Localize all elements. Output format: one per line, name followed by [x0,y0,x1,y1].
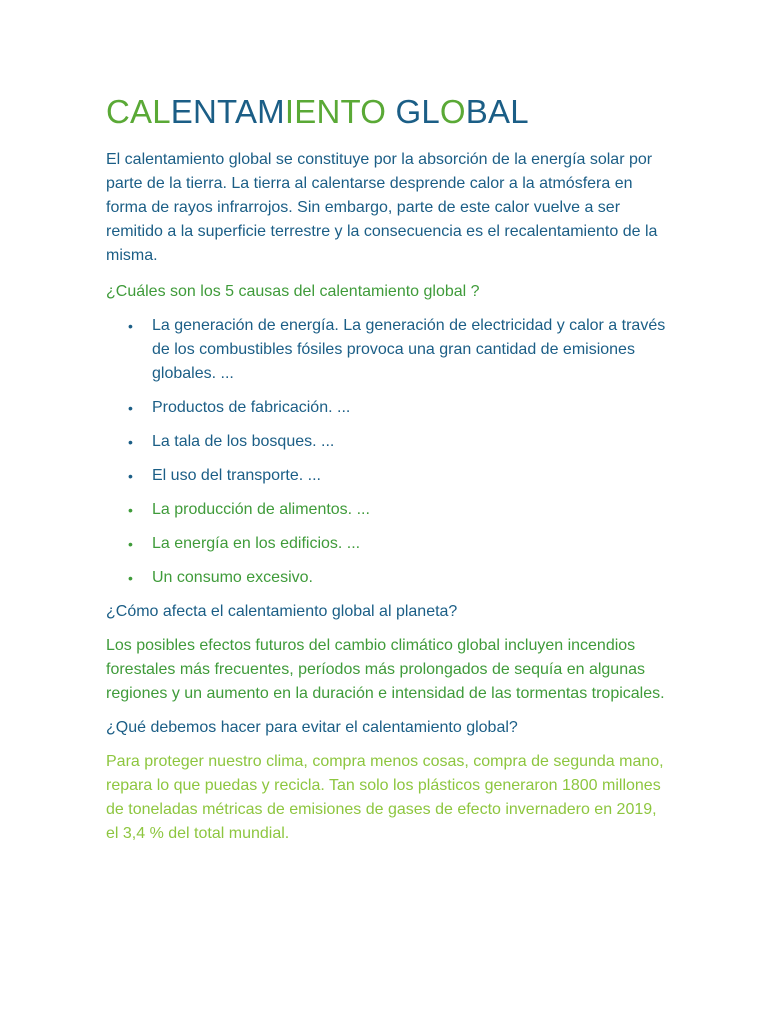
causes-heading: ¿Cuáles son los 5 causas del calentamiento global ? [106,283,480,300]
list-item [106,396,666,420]
bullet-icon: • [128,318,133,334]
bullet-icon: • [128,570,133,586]
title-segment: O [439,93,466,130]
list-item [106,566,666,590]
bullet-icon: • [128,536,133,552]
actions-heading: ¿Qué debemos hacer para evitar el calentamiento global? [106,719,518,736]
causes-list [106,314,666,590]
title-segment: GL [386,93,440,130]
list-item [106,314,666,386]
list-item-text: La energía en los edificios. ... [152,535,361,552]
bullet-icon: • [128,502,133,518]
list-item [106,498,666,522]
bullet-icon: • [128,434,133,450]
intro-paragraph: El calentamiento global se constituye por la absorción de la energía solar por parte de la tierra. La tierra al calentarse desprende calor a la atmósfera en forma de rayos infrarrojos. Sin embargo, parte de este calor vuelve a ser remitido a la superficie terrestre y la consecuencia es el recalentamiento de la misma. [106,151,658,264]
list-item [106,532,666,556]
list-item-text: La producción de alimentos. ... [152,501,370,518]
list-item-text: Un consumo excesivo. [152,569,313,586]
effects-paragraph: Los posibles efectos futuros del cambio climático global incluyen incendios forestales más frecuentes, períodos más prolongados de sequía en algunas regiones y un aumento en la duración e intensidad de las tormentas tropicales. [106,637,665,702]
actions-paragraph: Para proteger nuestro clima, compra menos cosas, compra de segunda mano, repara lo que puedas y recicla. Tan solo los plásticos generaron 1800 millones de toneladas métricas de emisiones de gases de efecto invernadero en 2019, el 3,4 % del total mundial. [106,753,664,842]
list-item-text: La tala de los bosques. ... [152,433,335,450]
list-item-text: Productos de fabricación. ... [152,399,351,416]
effects-heading: ¿Cómo afecta el calentamiento global al planeta? [106,603,458,620]
title-segment: IENTO [284,93,387,130]
list-item [106,430,666,454]
bullet-icon: • [128,400,133,416]
list-item [106,464,666,488]
title-segment: ENTAM [170,93,285,130]
page-title [106,92,666,132]
list-item-text: El uso del transporte. ... [152,467,321,484]
bullet-icon: • [128,468,133,484]
title-segment: BAL [465,93,529,130]
title-segment: CAL [106,93,171,130]
list-item-text: La generación de energía. La generación de electricidad y calor a través de los combustibles fósiles provoca una gran cantidad de emisiones globales. ... [152,317,666,382]
document-page [106,92,666,846]
